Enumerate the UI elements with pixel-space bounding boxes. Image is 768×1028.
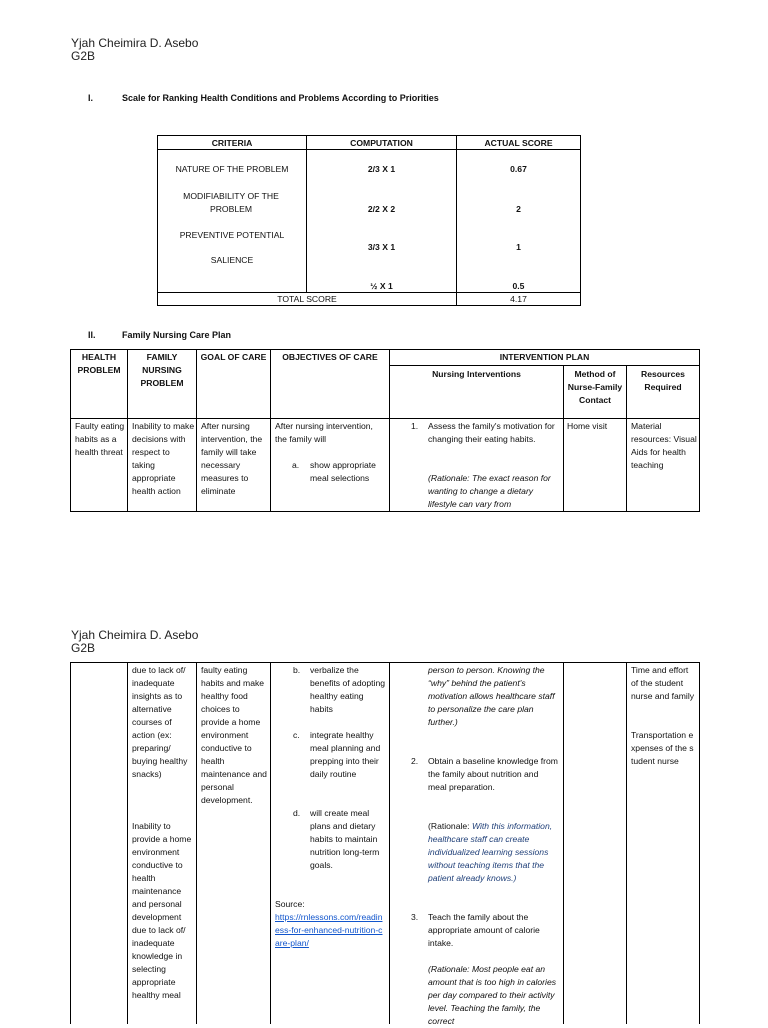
goal-cell: After nursing intervention, the family will take necessary measures to eliminate xyxy=(201,421,263,496)
resources-transportation: Transportation expenses of the student nurse xyxy=(631,730,694,766)
criteria-header: CRITERIA xyxy=(211,138,253,148)
resources-header: Resources Required xyxy=(641,369,685,392)
source-label: Source: xyxy=(275,899,305,909)
rationale-2-prefix: (Rationale: xyxy=(428,821,470,831)
intervention-1: Assess the family's motivation for changing their eating habits. xyxy=(428,421,555,444)
intervention-2-marker: 2. xyxy=(411,756,419,766)
objective-c: integrate healthy meal planning and prepping into their daily routine xyxy=(310,730,381,779)
method-cell: Home visit xyxy=(567,421,608,431)
computation-salience: ½ X 1 xyxy=(370,281,393,291)
health-problem-header: HEALTH PROBLEM xyxy=(77,352,121,375)
objective-b-marker: b. xyxy=(293,665,301,675)
criteria-preventive: PREVENTIVE POTENTIAL xyxy=(179,230,285,240)
objectives-intro: After nursing intervention, the family will xyxy=(275,421,373,444)
objective-a: show appropriate meal selections xyxy=(310,460,376,483)
page2-author-name: Yjah Cheimira D. Asebo xyxy=(71,628,199,642)
section2-numeral: II. xyxy=(88,330,96,340)
score-modifiability: 2 xyxy=(516,204,521,214)
score-nature: 0.67 xyxy=(510,164,527,174)
resources-cell: Material resources: Visual Aids for health teaching xyxy=(631,421,697,470)
objective-a-marker: a. xyxy=(292,460,300,470)
family-problem-cell: Inability to make decisions with respect to taking appropriate health action xyxy=(132,421,195,496)
objective-b: verbalize the benefits of adopting healthy eating habits xyxy=(310,665,386,714)
health-problem-cell: Faulty eating habits as a health threat xyxy=(75,421,125,457)
rationale-1-continued: person to person. Knowing the “why” behind the patient's motivation allows healthcare staff to personalize the care plan further.) xyxy=(428,665,555,727)
objective-d: will create meal plans and dietary habits to maintain nutrition long-term goals. xyxy=(310,808,380,870)
nursing-interventions-header: Nursing Interventions xyxy=(432,369,521,379)
computation-preventive: 3/3 X 1 xyxy=(367,242,396,252)
author-name: Yjah Cheimira D. Asebo xyxy=(71,36,199,50)
section1-numeral: I. xyxy=(88,93,94,103)
source-link[interactable]: https://rnlessons.com/readiness-for-enhanced-nutrition-care-plan/ xyxy=(275,912,383,948)
resources-continued: Time and effort of the student nurse and family xyxy=(631,665,695,701)
section1-title: Scale for Ranking Health Conditions and Problems According to Priorities xyxy=(122,93,439,103)
computation-nature: 2/3 X 1 xyxy=(367,164,396,174)
objective-c-marker: c. xyxy=(293,730,300,740)
criteria-modifiability: MODIFIABILITY OF THE PROBLEM xyxy=(183,191,279,214)
score-salience: 0.5 xyxy=(512,281,525,291)
family-problem-continued: due to lack of/ inadequate insights as to alternative courses of action (ex: preparing/ buying healthy snacks) xyxy=(132,665,188,779)
intervention-plan-header: INTERVENTION PLAN xyxy=(499,352,590,362)
intervention-1-marker: 1. xyxy=(411,421,419,431)
rationale-2-text: With this information, healthcare staff can create individualized learning sessions without teaching items that the patient already knows.) xyxy=(428,821,553,883)
rationale-3: (Rationale: Most people eat an amount that is too high in calories per day compared to their activity level. Teaching the family, the correct xyxy=(428,964,557,1026)
family-problem-2: Inability to provide a home environment conductive to health maintenance and personal development due to lack of/ inadequate knowledge in selecting appropriate healthy meal xyxy=(132,821,192,1000)
method-header: Method of Nurse-Family Contact xyxy=(567,369,623,405)
rationale-1: (Rationale: The exact reason for wanting to change a dietary lifestyle can vary from xyxy=(428,473,551,509)
section2-title: Family Nursing Care Plan xyxy=(122,330,232,340)
intervention-2: Obtain a baseline knowledge from the family about nutrition and meal preparation. xyxy=(428,756,558,792)
intervention-3-marker: 3. xyxy=(411,912,419,922)
computation-header: COMPUTATION xyxy=(350,138,413,148)
criteria-salience: SALIENCE xyxy=(210,255,254,265)
goal-header: GOAL OF CARE xyxy=(200,352,267,362)
total-score-label: TOTAL SCORE xyxy=(277,294,337,304)
author-section: G2B xyxy=(71,49,96,63)
page2-author-section: G2B xyxy=(71,641,96,655)
score-preventive: 1 xyxy=(516,242,521,252)
criteria-nature: NATURE OF THE PROBLEM xyxy=(175,164,289,174)
intervention-3: Teach the family about the appropriate amount of calorie intake. xyxy=(428,912,540,948)
objective-d-marker: d. xyxy=(293,808,301,818)
computation-modifiability: 2/2 X 2 xyxy=(367,204,396,214)
goal-continued: faulty eating habits and make healthy food choices to provide a home environment conductive to health maintenance and personal development. xyxy=(201,665,267,805)
total-score-value: 4.17 xyxy=(510,294,527,304)
family-problem-header: FAMILY NURSING PROBLEM xyxy=(140,352,184,388)
actual-score-header: ACTUAL SCORE xyxy=(484,138,553,148)
objectives-header: OBJECTIVES OF CARE xyxy=(282,352,378,362)
rationale-2 xyxy=(428,820,560,885)
